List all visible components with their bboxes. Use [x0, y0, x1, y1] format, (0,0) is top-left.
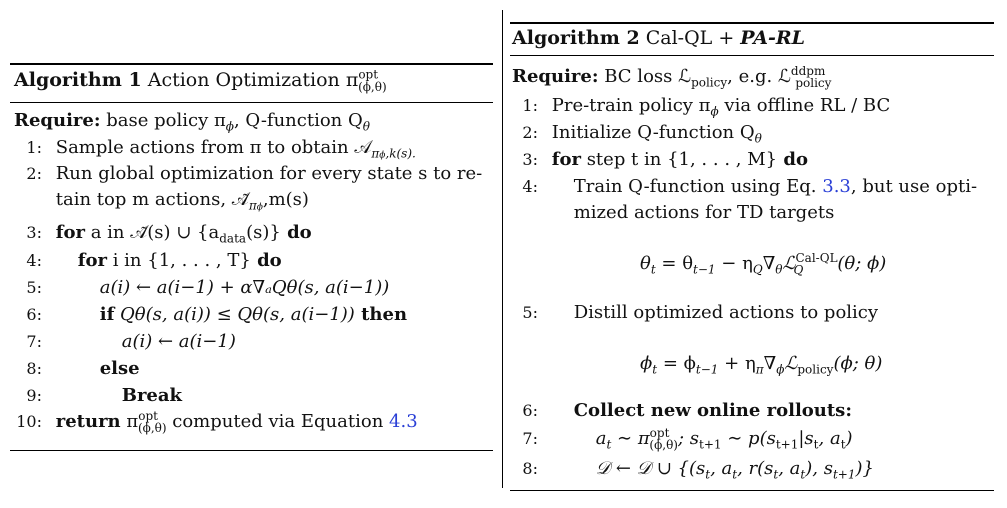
algo1-title: Algorithm 1 Action Optimization $\pi^{opt}_{(\phi,\theta)}$ [14, 67, 387, 94]
algo1-line: 3: for a in 𝒜̃(s) ∪ $\{a_{data}(s)\}$ do [26, 222, 312, 246]
algo1-line: 4: for i in {1, . . . , T} do [26, 250, 282, 271]
algo2-line: 4: Train Q-function using Eq. 3.3, but use opti- [522, 176, 978, 197]
equation-link[interactable]: 4.3 [389, 411, 418, 432]
algo1-title-label: Algorithm 1 [14, 69, 142, 91]
algo2-title: Algorithm 2 Cal-QL + PA-RL [512, 27, 805, 49]
equation-link[interactable]: 3.3 [822, 176, 851, 197]
algo1-line: 10: return $\pi^{opt}_{(\phi,\theta)}$ computed via Equation 4.3 [16, 409, 418, 435]
algo2-bottom-rule [510, 490, 994, 491]
distill-equation: $\phi_t = \phi_{t-1}$ + $\eta_\pi\nabla_\phi ℒ_{policy}(\phi$; θ) [640, 353, 883, 377]
algo2-line: 6: Collect new online rollouts: [522, 400, 852, 421]
algo1-line: 5: a(i) ← a(i−1) + α∇ₐQθ(s, a(i−1)) [26, 277, 390, 298]
td-update-equation: $\theta_t = \theta_{t-1}$ − $\eta_Q\nabla_\theta ℒ^{Cal-QL}_Q$ (θ; ϕ) [640, 251, 887, 277]
algo1-line: tain top m actions, $𝒜̃_{\pi\phi},m(s)$ [55, 189, 309, 213]
algo1-line: 1: Sample actions from π to obtain 𝒜$_{\pi\phi,k(s).}$ [26, 137, 416, 161]
algo1-line: 8: else [26, 358, 140, 379]
algo2-line: 8: 𝒟 ← 𝒟 ∪ {($s_t$, $a_t$, $r(s_t$, $a_t$), $s_{t+1}$)} [522, 458, 874, 482]
algo1-line: 6: if Qθ(s, a(i)) ≤ Qθ(s, a(i−1)) then [26, 304, 408, 325]
algo1-top-rule [10, 63, 493, 65]
algo2-line: mized actions for TD targets [573, 202, 835, 223]
algo1-line: 7: a(i) ← a(i−1) [26, 331, 236, 352]
algo1-mid-rule [10, 102, 493, 103]
algo1-bottom-rule [10, 450, 493, 451]
algo1-title-text: Action Optimization π [147, 69, 359, 91]
algo1-require: Require: base policy $\pi_\phi$, Q-function $Q_\theta$ [14, 110, 370, 134]
algo2-mid-rule [510, 55, 994, 56]
algo2-line: 3: for step t in {1, . . . , M} do [522, 149, 808, 170]
algo2-top-rule [510, 22, 994, 24]
algo2-line: 1: Pre-train policy $\pi_\phi$ via offline RL / BC [522, 95, 891, 119]
algo1-line: 9: Break [26, 385, 183, 406]
algo2-line: 7: $a_t$ ∼ $\pi^{opt}_{(\phi,\theta)}$; $s_{t+1}$ ∼ $p(s_{t+1}|s_t$, $a_t$) [522, 426, 853, 452]
algo2-line: 5: Distill optimized actions to policy [522, 302, 879, 323]
column-divider [502, 10, 503, 488]
algo2-line: 2: Initialize Q-function $Q_\theta$ [522, 122, 762, 146]
algo2-require: Require: BC loss ℒ$_{policy}$, e.g. ℒ$^{ddpm}_{policy}$ [512, 64, 832, 90]
algo1-line: 2: Run global optimization for every state s to re- [26, 163, 483, 184]
